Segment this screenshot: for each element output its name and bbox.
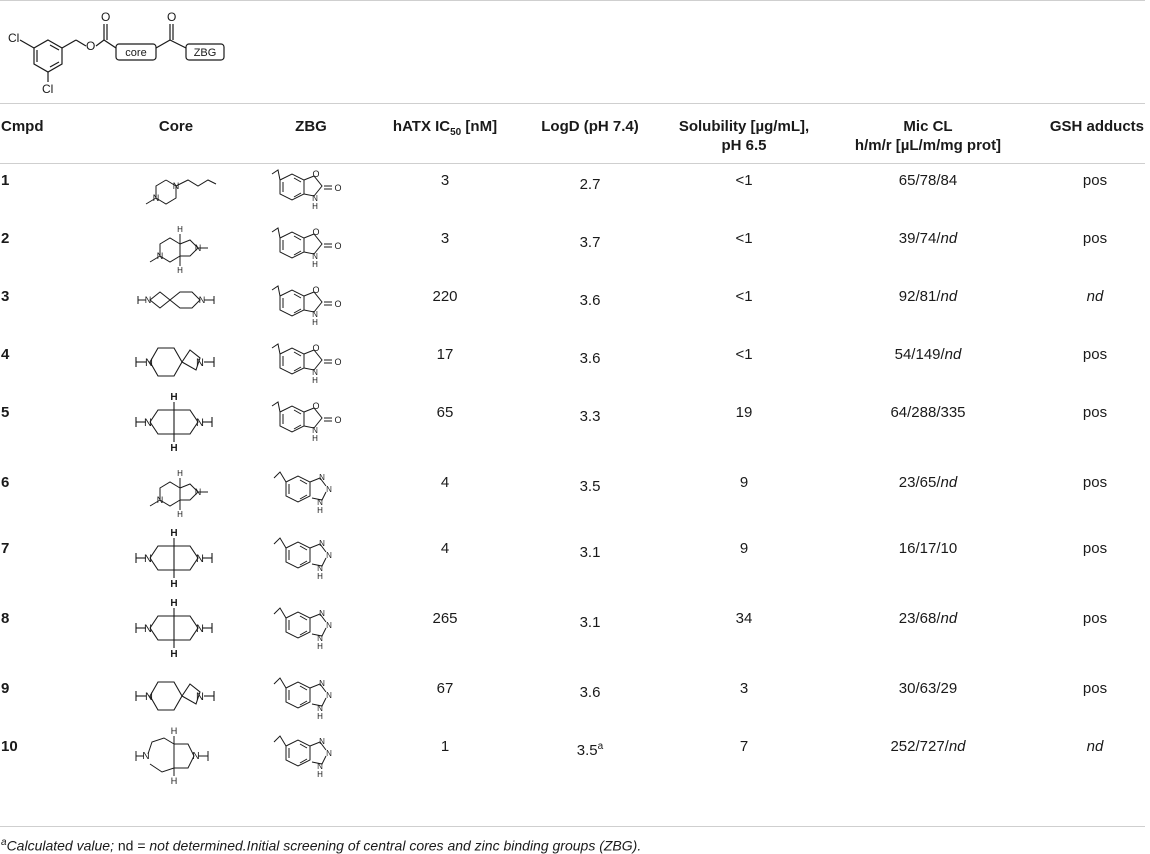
miccl-values: 65/78/84 — [898, 172, 958, 189]
svg-text:H: H — [317, 506, 323, 515]
footnote-caption: not determined.Initial screening of central cores and zinc binding groups (ZBG). — [149, 837, 642, 854]
svg-text:H: H — [170, 443, 178, 454]
footnote-calculated: Calculated value; — [6, 837, 114, 854]
header-ic50-unit: [nM] — [461, 118, 498, 135]
general-structure-scheme — [0, 0, 260, 104]
svg-text:N: N — [317, 704, 323, 713]
cell-gsh: pos — [1082, 680, 1108, 697]
miccl-nd: nd — [940, 474, 958, 491]
core-structure — [134, 332, 218, 384]
svg-text:O: O — [334, 357, 342, 367]
logd-value: 3.6 — [579, 292, 601, 309]
svg-text:O: O — [312, 401, 320, 411]
header-gsh: GSH adducts — [1049, 118, 1144, 135]
svg-text:N: N — [326, 551, 332, 560]
header-core: Core — [158, 118, 194, 135]
svg-text:N: N — [144, 553, 152, 565]
cell-gsh: nd — [1086, 288, 1104, 305]
svg-text:N: N — [144, 623, 152, 635]
svg-text:N: N — [317, 762, 323, 771]
header-top-rule — [0, 103, 1145, 104]
cell-miccl — [836, 230, 1020, 248]
miccl-values: 54/149/ — [894, 346, 945, 363]
logd-value: 3.1 — [579, 544, 601, 561]
header-cmpd: Cmpd — [1, 118, 44, 135]
svg-text:N: N — [312, 252, 318, 261]
miccl-values: 30/63/29 — [898, 680, 958, 697]
svg-text:H: H — [312, 434, 318, 443]
core-structure — [134, 460, 218, 522]
cell-miccl — [836, 738, 1020, 756]
cell-logd — [526, 404, 654, 426]
svg-text:N: N — [326, 749, 332, 758]
zbg-structure — [270, 280, 354, 332]
header-logd: LogD (pH 7.4) — [541, 118, 639, 135]
svg-text:N: N — [198, 295, 206, 305]
cell-solubility: <1 — [735, 230, 753, 247]
logd-value: 3.1 — [579, 614, 601, 631]
svg-text:N: N — [196, 623, 204, 635]
svg-text:N: N — [326, 621, 332, 630]
cell-logd — [526, 680, 654, 702]
footnote-nd: nd = — [113, 837, 150, 854]
svg-text:N: N — [326, 485, 332, 494]
cell-cmpd: 7 — [1, 540, 10, 557]
cell-solubility: 9 — [739, 474, 749, 491]
cell-cmpd: 9 — [1, 680, 10, 697]
svg-text:N: N — [196, 691, 204, 703]
miccl-values: 92/81/ — [898, 288, 941, 305]
logd-value: 3.3 — [579, 408, 601, 425]
header-miccl — [836, 117, 1020, 155]
scheme-ester-o: O — [86, 39, 96, 53]
footnote-marker: a — [1, 837, 7, 848]
cell-gsh: pos — [1082, 610, 1108, 627]
core-structure — [134, 158, 218, 210]
miccl-nd: nd — [944, 346, 962, 363]
svg-text:N: N — [156, 251, 164, 261]
svg-text:H: H — [312, 376, 318, 385]
header-solubility — [666, 117, 822, 155]
svg-text:H: H — [170, 776, 178, 786]
svg-text:N: N — [317, 634, 323, 643]
svg-text:O: O — [334, 415, 342, 425]
svg-text:O: O — [312, 285, 320, 295]
zbg-structure — [270, 730, 354, 782]
header-solubility-line1: Solubility [µg/mL], — [678, 118, 810, 135]
cell-ic50: 4 — [440, 540, 450, 557]
svg-text:N: N — [319, 609, 325, 618]
core-structure — [134, 216, 218, 275]
core-structure — [134, 724, 218, 784]
cell-cmpd: 10 — [1, 738, 18, 755]
cell-miccl — [836, 346, 1020, 364]
zbg-structure — [270, 164, 354, 216]
cell-logd — [526, 172, 654, 194]
svg-text:H: H — [170, 528, 178, 539]
svg-text:H: H — [170, 726, 178, 736]
cell-ic50: 220 — [432, 288, 458, 305]
svg-text:N: N — [312, 426, 318, 435]
table-footnote — [1, 835, 641, 854]
core-structure — [134, 274, 218, 326]
miccl-nd: nd — [948, 738, 966, 755]
zbg-structure — [270, 222, 354, 274]
scheme-ketone-o: O — [167, 10, 177, 24]
cell-ic50: 4 — [440, 474, 450, 491]
cell-gsh: nd — [1086, 738, 1104, 755]
cell-cmpd: 4 — [1, 346, 10, 363]
cell-solubility: 3 — [739, 680, 749, 697]
cell-miccl — [836, 610, 1020, 628]
miccl-values: 16/17/10 — [898, 540, 958, 557]
svg-text:N: N — [144, 295, 152, 305]
svg-text:N: N — [196, 417, 204, 429]
cell-cmpd: 6 — [1, 474, 10, 491]
svg-text:N: N — [319, 539, 325, 548]
svg-text:N: N — [142, 751, 150, 762]
svg-text:N: N — [317, 498, 323, 507]
svg-text:H: H — [177, 266, 183, 275]
cell-miccl — [836, 680, 1020, 698]
svg-text:H: H — [312, 202, 318, 211]
svg-text:H: H — [170, 392, 178, 403]
header-miccl-line1: Mic CL — [903, 118, 953, 135]
zbg-structure — [270, 672, 354, 724]
svg-text:N: N — [156, 495, 164, 505]
cell-miccl — [836, 540, 1020, 558]
svg-text:H: H — [177, 469, 183, 478]
zbg-structure — [270, 602, 354, 654]
cell-ic50: 3 — [440, 172, 450, 189]
svg-text:N: N — [145, 357, 153, 369]
header-zbg: ZBG — [295, 118, 327, 135]
svg-text:N: N — [326, 691, 332, 700]
svg-text:N: N — [312, 368, 318, 377]
cell-solubility: <1 — [735, 288, 753, 305]
cell-ic50: 1 — [440, 738, 450, 755]
scheme-core-label: core — [125, 47, 147, 59]
zbg-structure — [270, 532, 354, 584]
svg-text:N: N — [319, 679, 325, 688]
svg-text:N: N — [312, 194, 318, 203]
cell-gsh: pos — [1082, 230, 1108, 247]
core-structure — [134, 390, 218, 454]
cell-ic50: 17 — [436, 346, 454, 363]
svg-text:O: O — [312, 169, 320, 179]
miccl-nd: nd — [940, 610, 958, 627]
cell-solubility: 19 — [735, 404, 753, 421]
svg-text:N: N — [194, 243, 202, 253]
cell-ic50: 65 — [436, 404, 454, 421]
scheme-cl-top: Cl — [8, 31, 20, 45]
scheme-carbonyl-o: O — [101, 10, 111, 24]
svg-text:N: N — [144, 417, 152, 429]
miccl-nd: nd — [940, 230, 958, 247]
cell-solubility: <1 — [735, 172, 753, 189]
header-miccl-line2: h/m/r [µL/m/mg prot] — [854, 137, 1002, 154]
svg-text:N: N — [312, 310, 318, 319]
cell-miccl — [836, 288, 1020, 306]
cell-solubility: 7 — [739, 738, 749, 755]
svg-text:H: H — [170, 598, 178, 609]
cell-cmpd: 8 — [1, 610, 10, 627]
svg-text:N: N — [319, 473, 325, 482]
cell-miccl — [836, 172, 1020, 190]
cell-logd — [526, 230, 654, 252]
cell-ic50: 67 — [436, 680, 454, 697]
cell-gsh: pos — [1082, 404, 1108, 421]
svg-text:H: H — [317, 712, 323, 721]
cell-ic50: 265 — [432, 610, 458, 627]
cell-solubility: 9 — [739, 540, 749, 557]
cell-solubility: <1 — [735, 346, 753, 363]
zbg-structure — [270, 396, 354, 448]
table-bottom-rule — [0, 826, 1145, 827]
cell-logd — [526, 474, 654, 496]
logd-value: 3.5 — [576, 742, 598, 759]
miccl-values: 64/288/335 — [890, 404, 966, 421]
scheme-cl-bottom: Cl — [42, 82, 54, 96]
top-rule — [0, 0, 1145, 1]
svg-text:O: O — [312, 227, 320, 237]
cell-cmpd: 5 — [1, 404, 10, 421]
miccl-values: 252/727/ — [890, 738, 949, 755]
logd-value: 3.6 — [579, 350, 601, 367]
svg-text:N: N — [145, 691, 153, 703]
svg-text:N: N — [192, 751, 200, 762]
logd-footnote-marker: a — [597, 741, 604, 752]
cell-gsh: pos — [1082, 172, 1108, 189]
cell-gsh: pos — [1082, 540, 1108, 557]
svg-text:H: H — [177, 510, 183, 519]
header-ic50-text: hATX IC — [392, 118, 451, 135]
cell-logd — [526, 540, 654, 562]
svg-text:N: N — [196, 553, 204, 565]
svg-text:H: H — [317, 642, 323, 651]
cell-logd — [526, 610, 654, 632]
core-structure — [134, 666, 218, 718]
cell-ic50: 3 — [440, 230, 450, 247]
svg-text:H: H — [170, 649, 178, 660]
cell-gsh: pos — [1082, 474, 1108, 491]
svg-text:H: H — [317, 770, 323, 779]
miccl-values: 39/74/ — [898, 230, 941, 247]
cell-logd — [526, 346, 654, 368]
logd-value: 2.7 — [579, 176, 601, 193]
svg-text:H: H — [312, 318, 318, 327]
cell-cmpd: 1 — [1, 172, 10, 189]
header-solubility-line2: pH 6.5 — [721, 137, 767, 154]
logd-value: 3.5 — [579, 478, 601, 495]
miccl-values: 23/65/ — [898, 474, 941, 491]
cell-logd — [526, 288, 654, 310]
header-ic50-sub: 50 — [450, 127, 462, 138]
svg-text:H: H — [317, 572, 323, 581]
svg-text:O: O — [334, 299, 342, 309]
svg-text:N: N — [194, 487, 202, 497]
svg-text:O: O — [334, 241, 342, 251]
scheme-zbg-label: ZBG — [193, 47, 217, 59]
cell-cmpd: 2 — [1, 230, 10, 247]
cell-cmpd: 3 — [1, 288, 10, 305]
svg-text:N: N — [319, 737, 325, 746]
miccl-values: 23/68/ — [898, 610, 941, 627]
cell-miccl — [836, 404, 1020, 422]
miccl-nd: nd — [940, 288, 958, 305]
header-ic50 — [372, 117, 518, 142]
svg-text:N: N — [172, 181, 180, 191]
cell-miccl — [836, 474, 1020, 492]
svg-text:O: O — [312, 343, 320, 353]
svg-text:N: N — [152, 193, 160, 203]
core-structure — [134, 596, 218, 660]
cell-solubility: 34 — [735, 610, 753, 627]
svg-text:H: H — [177, 225, 183, 234]
cell-gsh: pos — [1082, 346, 1108, 363]
svg-text:N: N — [317, 564, 323, 573]
logd-value: 3.6 — [579, 684, 601, 701]
zbg-structure — [270, 466, 354, 518]
logd-value: 3.7 — [579, 234, 601, 251]
zbg-structure — [270, 338, 354, 390]
svg-text:H: H — [312, 260, 318, 269]
svg-text:N: N — [196, 357, 204, 369]
svg-text:O: O — [334, 183, 342, 193]
cell-logd — [526, 738, 654, 760]
core-structure — [134, 526, 218, 590]
svg-text:H: H — [170, 579, 178, 590]
